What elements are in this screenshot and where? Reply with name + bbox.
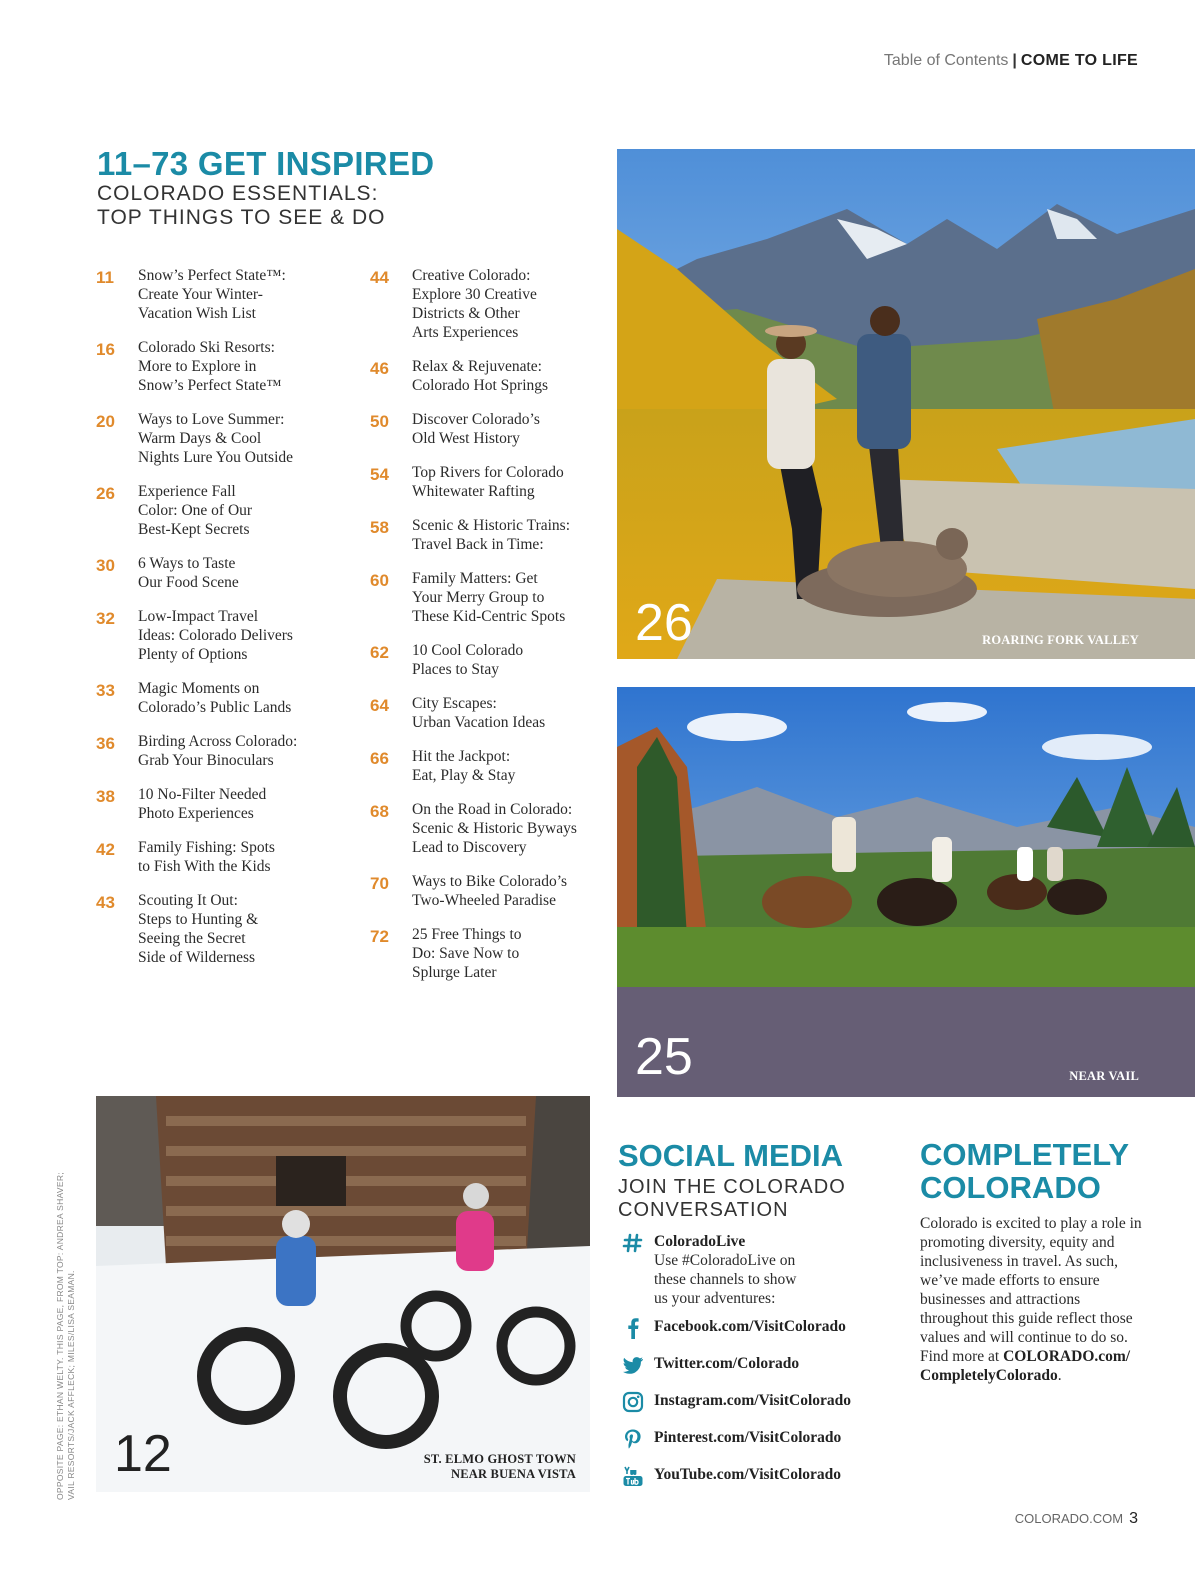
toc-entry[interactable] [370, 925, 615, 982]
photo-page-number: 25 [635, 1028, 693, 1086]
photo-caption: NEAR VAIL [1069, 1069, 1139, 1083]
toc-entry-title: Creative Colorado: Explore 30 Creative Districts & Other Arts Experiences [412, 267, 537, 341]
toc-entry-title: Relax & Rejuvenate: Colorado Hot Springs [412, 358, 549, 394]
toc-entry-title: 25 Free Things to Do: Save Now to Splurge Later [412, 926, 522, 981]
toc-entry-title: Ways to Bike Colorado’s Two-Wheeled Paradise [412, 873, 568, 909]
pinterest-icon [622, 1428, 644, 1450]
facebook-icon [622, 1317, 644, 1339]
toc-entry-title: Magic Moments on Colorado’s Public Lands [138, 680, 292, 716]
photo-caption: ROARING FORK VALLEY [982, 633, 1139, 647]
toc-entry-title: Hit the Jackpot: Eat, Play & Stay [412, 748, 516, 784]
toc-page-number: 20 [96, 412, 115, 431]
toc-page-number: 60 [370, 571, 389, 590]
toc-entry-title: Family Fishing: Spots to Fish With the Kids [138, 839, 275, 875]
hashtag-item [620, 1232, 900, 1308]
section-title: 11–73 GET INSPIRED [97, 145, 435, 182]
social-media-subtitle: JOIN THE COLORADO CONVERSATION [618, 1176, 846, 1221]
toc-entry-title: Ways to Love Summer: Warm Days & Cool Nights Lure You Outside [138, 411, 294, 466]
toc-page-number: 68 [370, 802, 389, 821]
social-link-text: Pinterest.com/VisitColorado [654, 1429, 842, 1446]
toc-entry-title: Scenic & Historic Trains: Travel Back in Time: [412, 517, 571, 553]
toc-entry[interactable] [370, 800, 615, 857]
toc-entry[interactable] [96, 266, 346, 323]
toc-entry-title: Top Rivers for Colorado Whitewater Rafting [412, 464, 564, 500]
toc-entry[interactable] [96, 732, 346, 770]
toc-entry[interactable] [96, 891, 346, 967]
toc-page-number: 62 [370, 643, 389, 662]
header-title: COME TO LIFE [1020, 52, 1138, 69]
toc-entry[interactable] [370, 694, 615, 732]
toc-entry-title: 10 No-Filter Needed Photo Experiences [138, 786, 267, 822]
completely-colorado-end: . [1057, 1367, 1062, 1384]
toc-entry-title: Birding Across Colorado: Grab Your Binoculars [138, 733, 298, 769]
toc-page-number: 50 [370, 412, 389, 431]
toc-entry-title: On the Road in Colorado: Scenic & Historic Byways Lead to Discovery [412, 801, 577, 856]
toc-entry-title: City Escapes: Urban Vacation Ideas [412, 695, 546, 731]
toc-entry-title: Snow’s Perfect State™: Create Your Winter- Vacation Wish List [138, 267, 286, 322]
photo-fall-hikers-art [617, 149, 1195, 659]
completely-colorado-body [920, 1214, 1150, 1385]
toc-entry-title: 6 Ways to Taste Our Food Scene [138, 555, 239, 591]
hashtag-description: Use #ColoradoLive on these channels to show us your adventures: [654, 1252, 797, 1307]
toc-page-number: 70 [370, 874, 389, 893]
toc-entry[interactable] [370, 872, 615, 910]
social-link-twitter[interactable] [620, 1354, 900, 1373]
toc-page-number: 33 [96, 681, 115, 700]
toc-entry[interactable] [370, 463, 615, 501]
photo-horseback-riders[interactable] [617, 687, 1195, 1097]
completely-colorado-title: COMPLETELY COLORADO [920, 1137, 1129, 1205]
toc-entry[interactable] [96, 410, 346, 467]
toc-entry[interactable] [370, 266, 615, 342]
photo-page-number: 26 [635, 594, 693, 652]
toc-page-number: 30 [96, 556, 115, 575]
toc-column-right [370, 266, 615, 997]
toc-entry[interactable] [96, 338, 346, 395]
toc-page-number: 64 [370, 696, 389, 715]
toc-entry[interactable] [96, 838, 346, 876]
photo-page-number: 12 [114, 1425, 172, 1483]
toc-page-number: 46 [370, 359, 389, 378]
page-number: 3 [1129, 1510, 1138, 1527]
social-link-pinterest[interactable] [620, 1428, 900, 1447]
social-media-list [620, 1232, 900, 1484]
toc-column-left [96, 266, 346, 982]
photo-caption: ST. ELMO GHOST TOWN NEAR BUENA VISTA [423, 1452, 576, 1481]
social-link-text: Facebook.com/VisitColorado [654, 1318, 846, 1335]
social-link-instagram[interactable] [620, 1391, 900, 1410]
toc-entry-title: Scouting It Out: Steps to Hunting & Seeing the Secret Side of Wilderness [138, 892, 259, 966]
toc-entry-title: 10 Cool Colorado Places to Stay [412, 642, 524, 678]
toc-entry-title: Discover Colorado’s Old West History [412, 411, 540, 447]
toc-entry[interactable] [96, 679, 346, 717]
toc-entry-title: Low-Impact Travel Ideas: Colorado Delivers Plenty of Options [138, 608, 293, 663]
header-separator: | [1012, 52, 1017, 69]
header-section: Table of Contents [883, 52, 1009, 69]
page-footer [1015, 1510, 1138, 1528]
twitter-icon [622, 1354, 644, 1376]
toc-page-number: 26 [96, 484, 115, 503]
toc-entry[interactable] [370, 569, 615, 626]
toc-entry-title: Colorado Ski Resorts: More to Explore in Snow’s Perfect State™ [138, 339, 282, 394]
toc-page-number: 54 [370, 465, 389, 484]
toc-entry[interactable] [370, 747, 615, 785]
photo-horseback-riders-art [617, 687, 1195, 1097]
toc-entry[interactable] [370, 641, 615, 679]
instagram-icon [622, 1391, 644, 1413]
toc-entry-title: Experience Fall Color: One of Our Best-Kept Secrets [138, 483, 253, 538]
completely-colorado-text: Colorado is excited to play a role in promoting diversity, equity and inclusiveness in travel. As such, we’ve made efforts to ensure businesses and attractions throughout this guide reflect those values and will continue to do so. Find more at [920, 1215, 1142, 1365]
toc-page-number: 72 [370, 927, 389, 946]
hashtag-icon [622, 1232, 644, 1254]
section-subtitle: COLORADO ESSENTIALS: TOP THINGS TO SEE & DO [97, 182, 386, 229]
toc-entry[interactable] [96, 482, 346, 539]
completely-colorado-link[interactable]: COLORADO.com/ CompletelyColorado [920, 1348, 1131, 1384]
photo-fall-hikers[interactable] [617, 149, 1195, 659]
social-media-title: SOCIAL MEDIA [618, 1138, 844, 1173]
toc-page-number: 16 [96, 340, 115, 359]
toc-entry[interactable] [96, 607, 346, 664]
social-link-text: Instagram.com/VisitColorado [654, 1392, 852, 1409]
toc-entry[interactable] [96, 785, 346, 823]
toc-page-number: 43 [96, 893, 115, 912]
toc-entry[interactable] [370, 357, 615, 395]
social-link-text: YouTube.com/VisitColorado [654, 1466, 842, 1483]
toc-page-number: 42 [96, 840, 115, 859]
hashtag-name: ColoradoLive [654, 1233, 746, 1250]
toc-entry[interactable] [370, 410, 615, 448]
photo-fat-bikers[interactable] [96, 1096, 590, 1492]
social-link-youtube[interactable] [620, 1465, 900, 1484]
toc-page-number: 38 [96, 787, 115, 806]
social-link-facebook[interactable] [620, 1317, 900, 1336]
youtube-icon [622, 1465, 644, 1487]
toc-page-number: 32 [96, 609, 115, 628]
toc-entry[interactable] [96, 554, 346, 592]
photo-credits: OPPOSITE PAGE: ETHAN WELTY. THIS PAGE, FROM TOP: ANDREA SHAVER; VAIL RESORTS/JACK AFFLECK; MILES/LISA SEAMAN. [55, 1172, 76, 1500]
toc-page-number: 58 [370, 518, 389, 537]
social-link-text: Twitter.com/Colorado [654, 1355, 800, 1372]
toc-page-number: 36 [96, 734, 115, 753]
footer-site: COLORADO.COM [1014, 1511, 1124, 1526]
running-header [884, 52, 1138, 70]
toc-entry[interactable] [370, 516, 615, 554]
toc-page-number: 44 [370, 268, 389, 287]
toc-page-number: 11 [96, 268, 114, 287]
toc-page-number: 66 [370, 749, 389, 768]
toc-entry-title: Family Matters: Get Your Merry Group to These Kid-Centric Spots [412, 570, 566, 625]
